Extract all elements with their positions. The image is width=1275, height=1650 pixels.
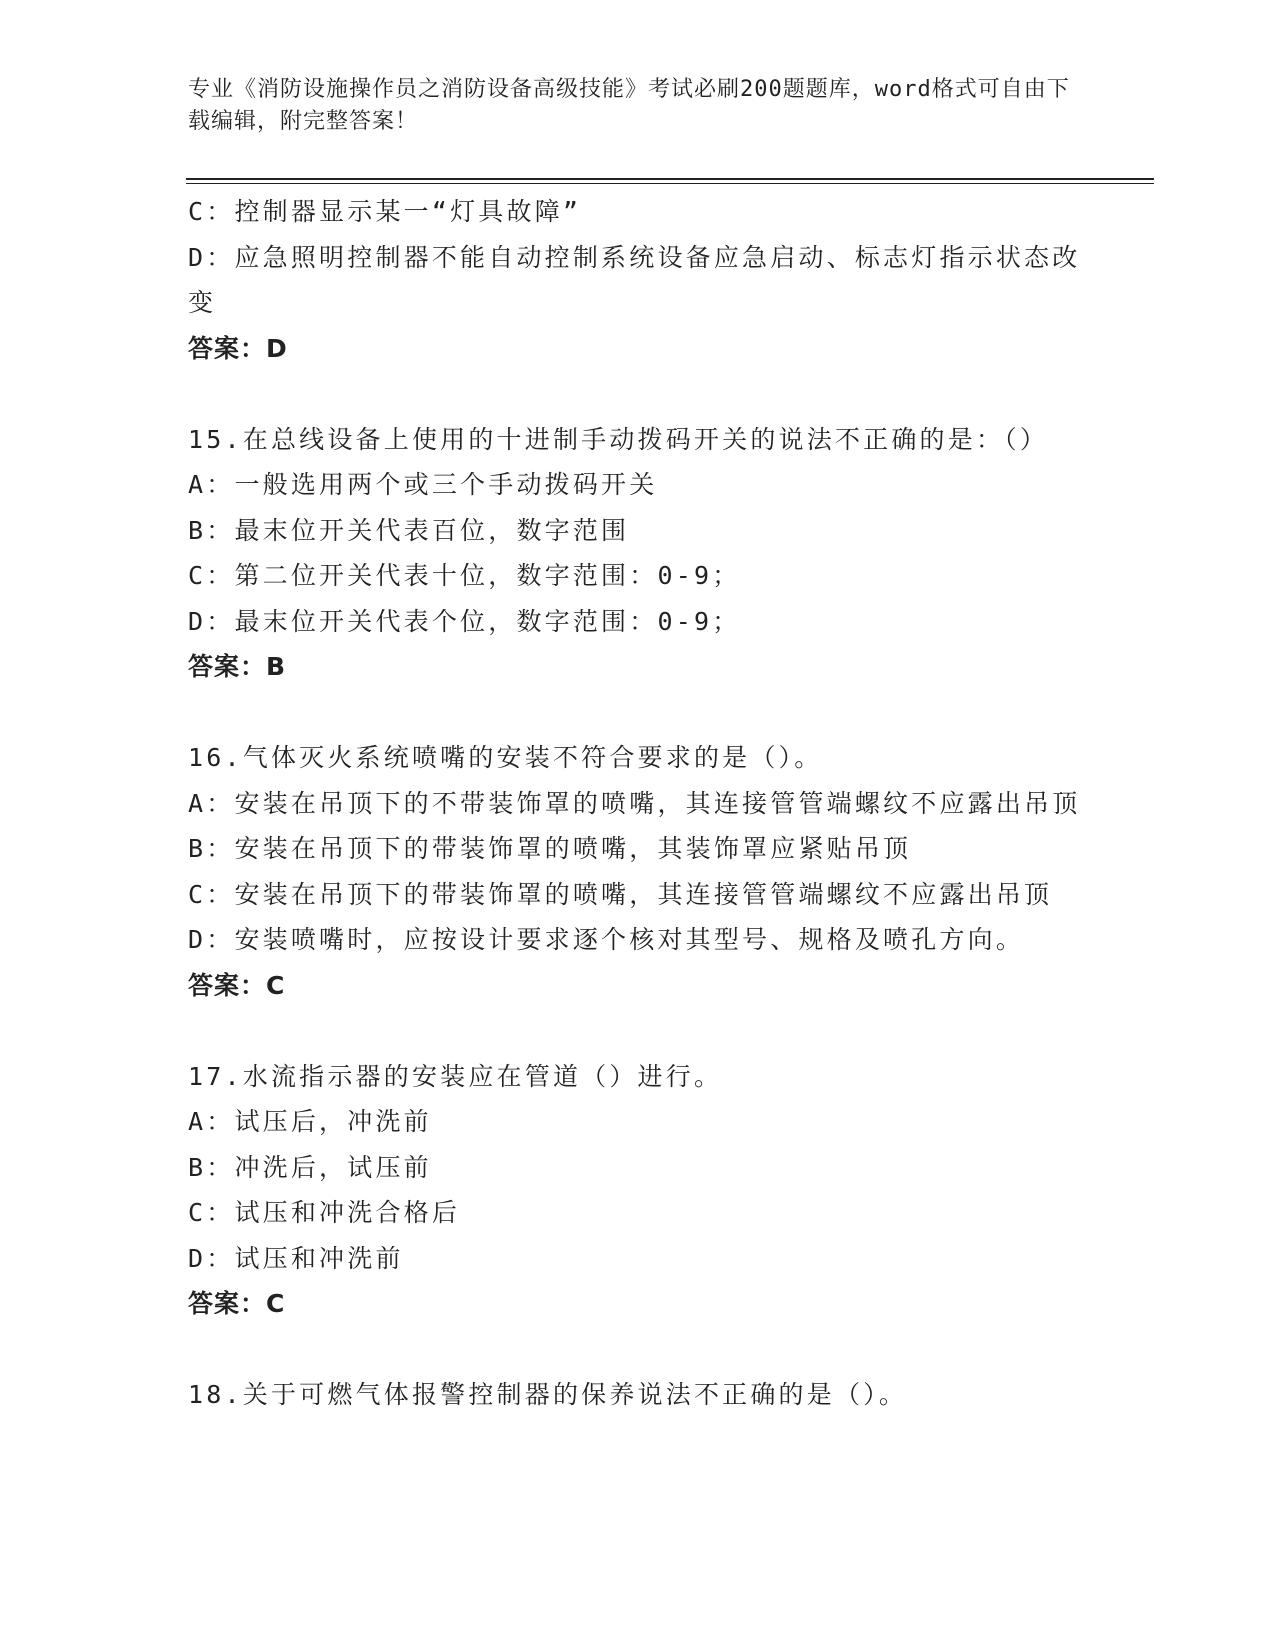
option-d: D：应急照明控制器不能自动控制系统设备应急启动、标志灯指示状态改变 (188, 242, 1081, 317)
answer-line: 答案：C (188, 1289, 286, 1318)
header-divider-thin (186, 183, 1154, 184)
option-c: C：试压和冲洗合格后 (188, 1198, 461, 1227)
option-d: D：最末位开关代表个位，数字范围：0-9； (188, 606, 741, 636)
question-stem: 18.关于可燃气体报警控制器的保养说法不正确的是（）。 (188, 1380, 908, 1409)
question-14-continued (188, 189, 1088, 371)
option-a: A：安装在吊顶下的不带装饰罩的喷嘴，其连接管管端螺纹不应露出吊顶 (188, 788, 1081, 818)
question-17 (188, 1054, 1088, 1327)
option-c: C：安装在吊顶下的带装饰罩的喷嘴，其连接管管端螺纹不应露出吊顶 (188, 879, 1053, 909)
option-b: B：最末位开关代表百位，数字范围 (188, 515, 630, 545)
header-divider (186, 178, 1154, 180)
question-16 (188, 735, 1088, 1008)
question-list (188, 189, 1088, 1418)
option-c: C：第二位开关代表十位，数字范围：0-9； (188, 561, 741, 590)
question-18 (188, 1372, 1088, 1418)
option-a: A：一般选用两个或三个手动拨码开关 (188, 470, 658, 499)
page-header: 专业《消防设施操作员之消防设备高级技能》考试必刷200题题库，word格式可自由下载编辑，附完整答案！ (188, 77, 1070, 134)
answer-line: 答案：B (188, 652, 287, 681)
option-b: B：冲洗后，试压前 (188, 1152, 432, 1182)
question-15 (188, 417, 1088, 690)
question-stem: 16.气体灭火系统喷嘴的安装不符合要求的是（）。 (188, 743, 823, 772)
option-c: C：控制器显示某一“灯具故障” (188, 197, 582, 226)
option-d: D：试压和冲洗前 (188, 1243, 404, 1273)
option-a: A：试压后，冲洗前 (188, 1107, 432, 1136)
answer-line: 答案：D (188, 333, 288, 363)
answer-line: 答案：C (188, 970, 286, 1000)
option-d: D：安装喷嘴时，应按设计要求逐个核对其型号、规格及喷孔方向。 (188, 925, 1025, 954)
option-b: B：安装在吊顶下的带装饰罩的喷嘴，其装饰罩应紧贴吊顶 (188, 834, 912, 863)
question-stem: 15.在总线设备上使用的十进制手动拨码开关的说法不正确的是：（） (188, 424, 1049, 454)
question-stem: 17.水流指示器的安装应在管道（）进行。 (188, 1061, 723, 1091)
